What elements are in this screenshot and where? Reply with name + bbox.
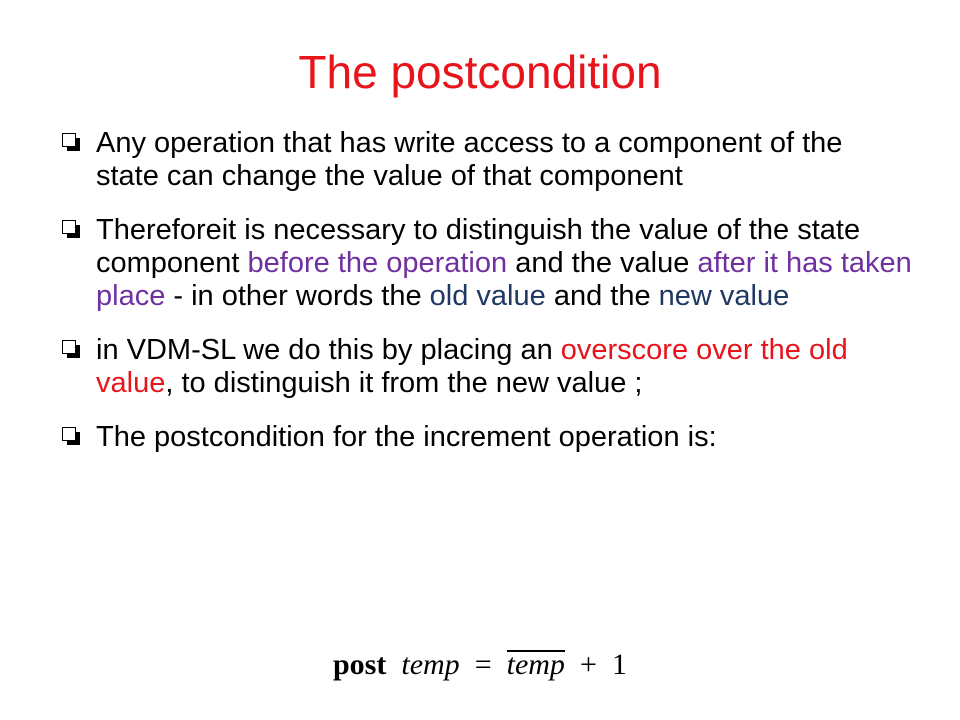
bullet-text: and the value xyxy=(507,247,698,279)
highlight-old-value: old value xyxy=(429,280,546,312)
bullet-list xyxy=(62,127,912,475)
slide-title: The postcondition xyxy=(298,46,662,98)
formula-constant: 1 xyxy=(611,648,627,681)
bullet-text: - in other words the xyxy=(165,280,430,312)
square-bullet-icon xyxy=(62,220,80,238)
bullet-text: , to distinguish it from the new value ; xyxy=(165,367,643,399)
bullet-text: in VDM-SL we do this by placing an xyxy=(96,334,561,366)
highlight-before-operation: before the operation xyxy=(247,247,508,279)
bullet-text: and the xyxy=(545,280,659,312)
highlight-overscore: overscore over the old value xyxy=(96,334,848,399)
postcondition-formula xyxy=(333,648,627,698)
bullet-item xyxy=(62,421,912,454)
formula-plus: + xyxy=(579,648,597,681)
square-bullet-icon xyxy=(62,340,80,358)
bullet-text: The postcondition for the increment operation is: xyxy=(96,421,717,453)
formula-keyword: post xyxy=(333,648,387,681)
bullet-text: Thereforeit is necessary to distinguish the value of the state component xyxy=(96,214,861,279)
highlight-after-operation: after it has taken place xyxy=(96,247,912,312)
bullet-item xyxy=(62,214,912,313)
formula-old-value: temp xyxy=(506,648,565,681)
bullet-text: Any operation that has write access to a component of the state can change the value of that component xyxy=(96,127,843,192)
highlight-new-value: new value xyxy=(658,280,790,312)
bullet-item xyxy=(62,334,912,400)
square-bullet-icon xyxy=(62,133,80,151)
formula-lhs: temp xyxy=(401,648,460,681)
bullet-item xyxy=(62,127,912,193)
formula-equals: = xyxy=(474,648,492,681)
square-bullet-icon xyxy=(62,427,80,445)
